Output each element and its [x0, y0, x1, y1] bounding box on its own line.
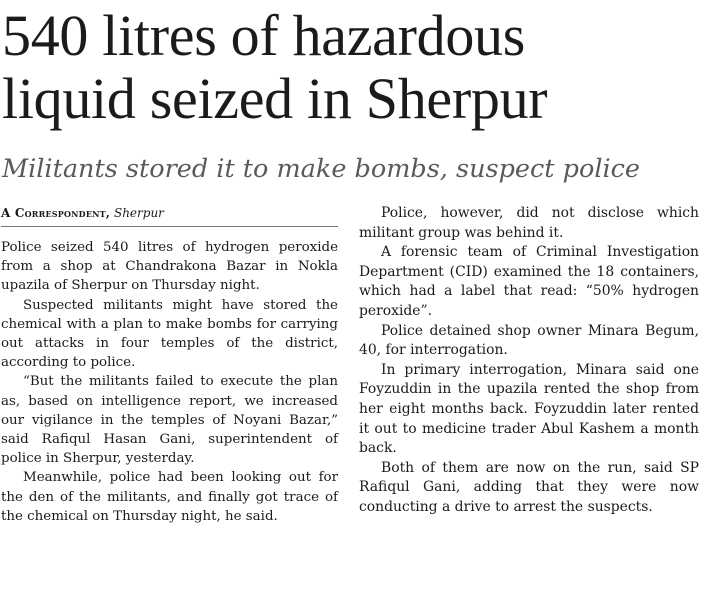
article-column-left — [1, 204, 338, 526]
paragraph: Police detained shop owner Minara Begum, 40, for interrogation. — [359, 322, 699, 359]
paragraph: Suspected militants might have stored the chemical with a plan to make bombs for carrying out attacks in four temples of the district, according to police. — [1, 297, 338, 371]
byline-author: A Correspondent, — [1, 206, 111, 220]
headline-line-1: 540 litres of hazardous — [2, 3, 526, 68]
subheadline: Militants stored it to make bombs, suspect police — [2, 154, 641, 184]
paragraph: In primary interrogation, Minara said one Foyzuddin in the upazila rented the shop from her eight months back. Foyzuddin later rented it out to medicine trader Abul Kashem a month back. — [359, 361, 699, 457]
byline — [1, 204, 338, 223]
paragraph: Police seized 540 litres of hydrogen peroxide from a shop at Chandrakona Bazar in Nokla upazila of Sherpur on Thursday night. — [1, 240, 338, 294]
byline-divider — [1, 226, 338, 227]
byline-location: Sherpur — [113, 206, 164, 220]
headline — [2, 4, 701, 130]
paragraph: Police, however, did not disclose which militant group was behind it. — [359, 205, 699, 241]
paragraph: “But the militants failed to execute the plan as, based on intelligence report, we increased our vigilance in the temples of Noyani Bazar,” said Rafiqul Hasan Gani, superintendent of police in Sherpur, yesterday. — [1, 374, 338, 467]
paragraph: Both of them are now on the run, said SP Rafiqul Gani, adding that they were now conducting a drive to arrest the suspects. — [359, 459, 699, 515]
paragraph: Meanwhile, police had been looking out for the den of the militants, and finally got trace of the chemical on Thursday night, he said. — [1, 470, 338, 524]
article-column-right — [359, 204, 699, 518]
headline-line-2: liquid seized in Sherpur — [2, 66, 548, 131]
paragraph: A forensic team of Criminal Investigation Department (CID) examined the 18 containers, which had a label that read: “50% hydrogen peroxide”. — [359, 244, 699, 319]
